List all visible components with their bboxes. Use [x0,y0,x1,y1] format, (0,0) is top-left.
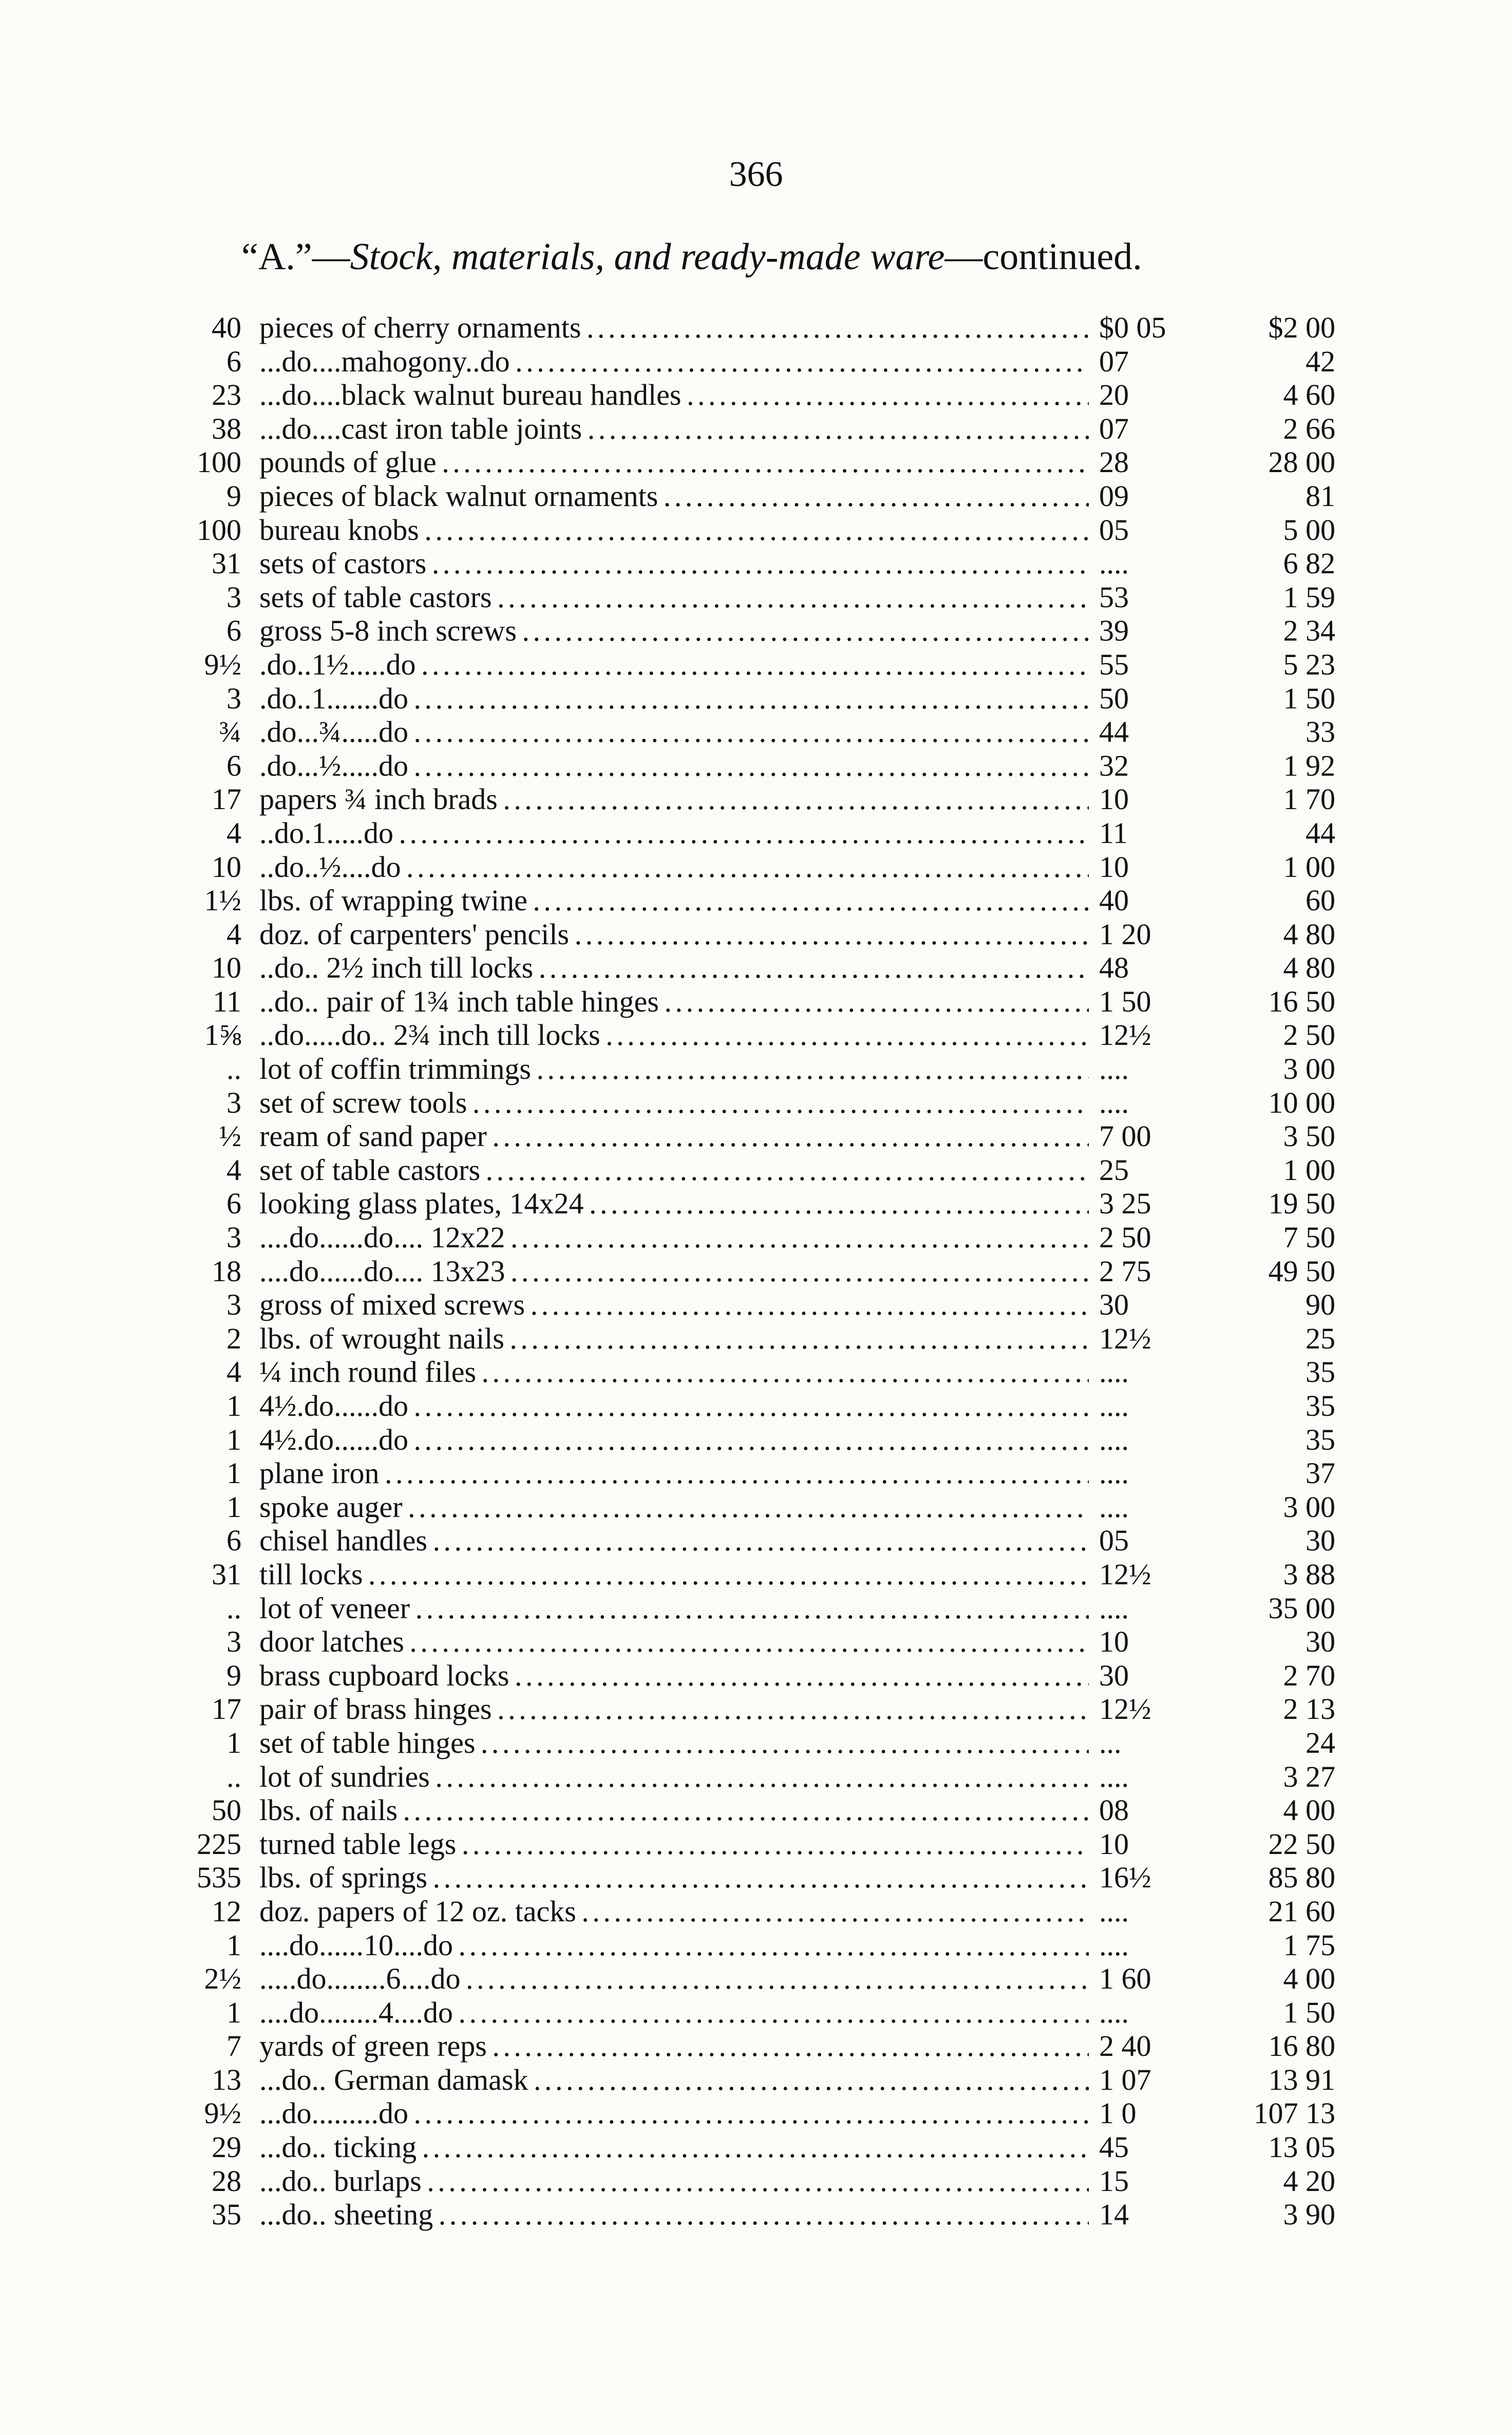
quantity-cell: 1 [226,1995,241,2029]
unit-price-cell: .... [1089,1928,1269,1962]
amount-cell: 3 90 [1283,2198,1335,2232]
quantity-cell: .. [226,1591,241,1625]
ledger-row [169,2096,1335,2130]
item-description: ....do......10....do . . . [259,1928,1240,1962]
unit-price-cell: .... [1089,1490,1269,1524]
amount-cell: 81 [1306,479,1335,513]
item-description: looking glass plates, 14x24 . . . [259,1187,1240,1221]
item-description: 4½.do......do . . . [259,1423,1240,1457]
quantity-cell: 29 [212,2130,241,2164]
ledger-row [169,1726,1335,1760]
amount-cell: 49 50 [1268,1254,1335,1288]
item-description: spoke auger . . . [259,1490,1240,1524]
item-description: ...do....black walnut bureau handles . . . [259,378,1240,412]
quantity-cell: 40 [212,311,241,344]
ledger-row [169,2130,1335,2164]
unit-price-cell: 05 [1089,513,1269,547]
item-description: ¼ inch round files . . . [259,1355,1240,1389]
unit-price-cell: 25 [1089,1153,1269,1187]
ledger-row [169,1086,1335,1120]
quantity-cell: 100 [197,513,241,547]
amount-cell: 37 [1306,1456,1335,1490]
amount-cell: 28 00 [1268,445,1335,479]
quantity-cell: 12 [212,1894,241,1928]
amount-cell: 60 [1306,884,1335,917]
quantity-cell: 1 [226,1928,241,1962]
item-description: lot of sundries . . . [259,1760,1240,1794]
ledger-row [169,1052,1335,1086]
quantity-cell: 4 [226,816,241,850]
ledger-row [169,1187,1335,1221]
item-description: ream of sand paper . . . [259,1119,1240,1153]
item-description: pair of brass hinges . . . [259,1692,1240,1726]
amount-cell: 35 [1306,1422,1335,1456]
unit-price-cell: .... [1089,1423,1269,1457]
item-description: chisel handles . . . [259,1524,1240,1558]
unit-price-cell: 40 [1089,884,1269,917]
ledger-row [169,1996,1335,2030]
quantity-cell: 28 [212,2164,241,2198]
item-description: lbs. of wrapping twine . . . [259,884,1240,917]
ledger-row [169,1322,1335,1356]
amount-cell: 1 00 [1283,1153,1335,1187]
amount-cell: 3 88 [1283,1557,1335,1591]
ledger-row [169,1355,1335,1389]
quantity-cell: 38 [212,411,241,445]
item-description: pieces of black walnut ornaments . . . [259,479,1240,513]
quantity-cell: 6 [226,1187,241,1221]
unit-price-cell: .... [1089,1355,1269,1389]
quantity-cell: 50 [212,1793,241,1827]
unit-price-cell: 20 [1089,378,1269,412]
heading-italic-title: Stock, materials, and ready-made ware [350,236,945,278]
unit-price-cell: .... [1089,1456,1269,1490]
amount-cell: 1 70 [1283,782,1335,816]
unit-price-cell: .... [1089,1591,1269,1625]
unit-price-cell: 30 [1089,1659,1269,1693]
unit-price-cell: 45 [1089,2130,1269,2164]
amount-cell: 6 82 [1283,547,1335,580]
ledger-row [169,1389,1335,1423]
amount-cell: 2 50 [1283,1018,1335,1052]
item-description: door latches . . . [259,1625,1240,1659]
unit-price-cell: 10 [1089,782,1269,816]
amount-cell: 5 00 [1283,513,1335,547]
ledger-row [169,1895,1335,1928]
unit-price-cell: 09 [1089,479,1269,513]
amount-cell: 16 80 [1268,2029,1335,2063]
ledger-row [169,445,1335,479]
quantity-cell: 4 [226,917,241,951]
amount-cell: 3 00 [1283,1052,1335,1086]
item-description: ...do....mahogony..do . . . [259,345,1240,379]
quantity-cell: 1 [226,1389,241,1422]
amount-cell: 42 [1306,344,1335,378]
quantity-cell: 10 [212,951,241,985]
quantity-cell: 9½ [204,647,241,681]
unit-price-cell: 07 [1089,412,1269,446]
quantity-cell: 1 [226,1456,241,1490]
amount-cell: 24 [1306,1726,1335,1759]
unit-price-cell: 7 00 [1089,1119,1269,1153]
unit-price-cell: .... [1089,1760,1269,1794]
unit-price-cell: .... [1089,1389,1269,1423]
quantity-cell: 1 [226,1422,241,1456]
unit-price-cell: ... [1089,1726,1269,1760]
ledger-row [169,1153,1335,1187]
quantity-cell: 18 [212,1254,241,1288]
item-description: ...do.. burlaps . . . [259,2164,1240,2198]
quantity-cell: 17 [212,782,241,816]
unit-price-cell: 16½ [1089,1861,1269,1895]
unit-price-cell: 10 [1089,1827,1269,1861]
ledger-row [169,1558,1335,1591]
quantity-cell: 225 [197,1827,241,1861]
unit-price-cell: 07 [1089,345,1269,379]
ledger-row [169,345,1335,379]
ledger-row [169,1524,1335,1558]
amount-cell: 3 27 [1283,1759,1335,1793]
item-description: ..do.....do.. 2¾ inch till locks . . . [259,1018,1240,1052]
item-description: ....do......do.... 13x23 . . . [259,1254,1240,1288]
unit-price-cell: 44 [1089,715,1269,749]
ledger-row [169,715,1335,749]
ledger-row [169,1288,1335,1322]
amount-cell: 90 [1306,1288,1335,1322]
unit-price-cell: 12½ [1089,1018,1269,1052]
item-description: sets of castors . . . [259,547,1240,580]
ledger-row [169,1793,1335,1827]
unit-price-cell: 1 07 [1089,2063,1269,2097]
unit-price-cell: 28 [1089,445,1269,479]
ledger-row [169,850,1335,884]
unit-price-cell: .... [1089,547,1269,580]
ledger-row [169,682,1335,716]
amount-cell: 4 80 [1283,951,1335,985]
item-description: set of table castors . . . [259,1153,1240,1187]
amount-cell: 4 60 [1283,378,1335,412]
item-description: bureau knobs . . . [259,513,1240,547]
item-description: .....do........6....do . . . [259,1962,1240,1996]
item-description: 4½.do......do . . . [259,1389,1240,1423]
quantity-cell: 1½ [204,884,241,917]
amount-cell: 4 00 [1283,1962,1335,1996]
unit-price-cell: .... [1089,1996,1269,2030]
item-description: sets of table castors . . . [259,580,1240,614]
item-description: lot of coffin trimmings . . . [259,1052,1240,1086]
item-description: ..do..½....do . . . [259,850,1240,884]
item-description: .do...½.....do . . . [259,749,1240,783]
ledger-row [169,782,1335,816]
amount-cell: 13 91 [1268,2063,1335,2096]
amount-cell: 16 50 [1268,984,1335,1018]
amount-cell: 1 92 [1283,748,1335,782]
page-number: 366 [729,155,783,194]
item-description: ....do......do.... 12x22 . . . [259,1221,1240,1254]
item-description: till locks . . . [259,1558,1240,1591]
ledger-row [169,749,1335,783]
ledger-row [169,1018,1335,1052]
ledger-row [169,884,1335,917]
item-description: yards of green reps . . . [259,2029,1240,2063]
ledger-row [169,1221,1335,1254]
item-description: lbs. of wrought nails . . . [259,1322,1240,1356]
quantity-cell: 9 [226,479,241,513]
amount-cell: 1 75 [1283,1928,1335,1962]
unit-price-cell: .... [1089,1086,1269,1120]
quantity-cell: 6 [226,748,241,782]
ledger-row [169,1456,1335,1490]
unit-price-cell: 14 [1089,2198,1269,2232]
ledger-row [169,816,1335,850]
quantity-cell: 3 [226,580,241,614]
item-description: brass cupboard locks . . . [259,1659,1240,1693]
amount-cell: 1 00 [1283,850,1335,884]
quantity-cell: 7 [226,2029,241,2063]
amount-cell: $2 00 [1268,311,1335,344]
amount-cell: 35 00 [1268,1591,1335,1625]
item-description: turned table legs . . . [259,1827,1240,1861]
quantity-cell: 2 [226,1321,241,1355]
item-description: gross 5-8 inch screws . . . [259,614,1240,648]
amount-cell: 107 13 [1253,2096,1335,2130]
amount-cell: 30 [1306,1625,1335,1659]
ledger-row [169,1928,1335,1962]
quantity-cell: 23 [212,378,241,412]
amount-cell: 1 50 [1283,1995,1335,2029]
ledger-row [169,1962,1335,1996]
amount-cell: 4 20 [1283,2164,1335,2198]
ledger-row [169,951,1335,985]
item-description: gross of mixed screws . . . [259,1288,1240,1322]
ledger-row [169,1490,1335,1524]
inventory-ledger [169,311,1335,2232]
ledger-row [169,1591,1335,1625]
amount-cell: 13 05 [1268,2130,1335,2164]
item-description: ...do.........do . . . [259,2096,1240,2130]
unit-price-cell: 2 75 [1089,1254,1269,1288]
amount-cell: 1 59 [1283,580,1335,614]
unit-price-cell: 2 40 [1089,2029,1269,2063]
item-description: doz. of carpenters' pencils . . . [259,917,1240,951]
quantity-cell: 10 [212,850,241,884]
amount-cell: 21 60 [1268,1894,1335,1928]
quantity-cell: 1 [226,1490,241,1524]
ledger-row [169,1119,1335,1153]
ledger-row [169,547,1335,580]
unit-price-cell: 12½ [1089,1558,1269,1591]
unit-price-cell: 10 [1089,1625,1269,1659]
unit-price-cell: 1 60 [1089,1962,1269,1996]
heading-suffix: —continued. [944,236,1142,278]
item-description: ...do.. sheeting . . . [259,2198,1240,2232]
quantity-cell: 13 [212,2063,241,2096]
ledger-row [169,580,1335,614]
item-description: .do..1½.....do . . . [259,648,1240,682]
ledger-row [169,1659,1335,1693]
item-description: plane iron . . . [259,1456,1240,1490]
amount-cell: 3 00 [1283,1490,1335,1524]
quantity-cell: ¾ [219,715,241,749]
amount-cell: 19 50 [1268,1187,1335,1221]
item-description: doz. papers of 12 oz. tacks . . . [259,1895,1240,1928]
amount-cell: 4 00 [1283,1793,1335,1827]
amount-cell: 4 80 [1283,917,1335,951]
amount-cell: 35 [1306,1389,1335,1422]
unit-price-cell: 08 [1089,1793,1269,1827]
unit-price-cell: 55 [1089,648,1269,682]
item-description: ...do.. ticking . . . [259,2130,1240,2164]
item-description: .do...¾.....do . . . [259,715,1240,749]
unit-price-cell: 32 [1089,749,1269,783]
ledger-row [169,1692,1335,1726]
amount-cell: 10 00 [1268,1085,1335,1119]
ledger-row [169,985,1335,1019]
ledger-row [169,1827,1335,1861]
item-description: lbs. of nails . . . [259,1793,1240,1827]
amount-cell: 2 66 [1283,411,1335,445]
item-description: ...do....cast iron table joints . . . [259,412,1240,446]
ledger-row [169,1423,1335,1457]
ledger-row [169,1254,1335,1288]
item-description: ..do.. pair of 1¾ inch table hinges . . . [259,985,1240,1019]
quantity-cell: 11 [213,984,241,1018]
unit-price-cell: 1 0 [1089,2096,1269,2130]
quantity-cell: 1⅝ [204,1018,241,1052]
item-description: ....do........4....do . . . [259,1996,1240,2030]
amount-cell: 25 [1306,1321,1335,1355]
quantity-cell: 31 [212,547,241,580]
unit-price-cell: 50 [1089,682,1269,716]
quantity-cell: 3 [226,1625,241,1659]
ledger-row [169,378,1335,412]
quantity-cell: 17 [212,1692,241,1726]
quantity-cell: 3 [226,1085,241,1119]
ledger-row [169,917,1335,951]
item-description: .do..1.......do . . . [259,682,1240,716]
unit-price-cell: 12½ [1089,1692,1269,1726]
amount-cell: 1 50 [1283,681,1335,715]
unit-price-cell: 53 [1089,580,1269,614]
unit-price-cell: 05 [1089,1524,1269,1558]
ledger-row [169,311,1335,345]
table-heading [241,235,1320,279]
unit-price-cell: 48 [1089,951,1269,985]
quantity-cell: 35 [212,2198,241,2232]
item-description: papers ¾ inch brads . . . [259,782,1240,816]
unit-price-cell: .... [1089,1052,1269,1086]
quantity-cell: 1 [226,1726,241,1759]
unit-price-cell: 15 [1089,2164,1269,2198]
amount-cell: 85 80 [1268,1861,1335,1895]
unit-price-cell: 12½ [1089,1322,1269,1356]
ledger-row [169,1625,1335,1659]
quantity-cell: 4 [226,1153,241,1187]
quantity-cell: .. [226,1759,241,1793]
ledger-row [169,2063,1335,2097]
amount-cell: 3 50 [1283,1119,1335,1153]
ledger-row [169,412,1335,446]
quantity-cell: 6 [226,344,241,378]
item-description: lot of veneer . . . [259,1591,1240,1625]
quantity-cell: 3 [226,681,241,715]
amount-cell: 2 70 [1283,1658,1335,1692]
unit-price-cell: 30 [1089,1288,1269,1322]
ledger-row [169,479,1335,513]
item-description: pieces of cherry ornaments . . . [259,311,1240,345]
item-description: ...do.. German damask . . . [259,2063,1240,2097]
amount-cell: 7 50 [1283,1221,1335,1254]
ledger-row [169,2164,1335,2198]
quantity-cell: 31 [212,1557,241,1591]
ledger-row [169,1861,1335,1895]
item-description: set of screw tools . . . [259,1086,1240,1120]
ledger-row [169,513,1335,547]
item-description: lbs. of springs . . . [259,1861,1240,1895]
amount-cell: 30 [1306,1524,1335,1558]
quantity-cell: ½ [219,1119,241,1153]
amount-cell: 5 23 [1283,647,1335,681]
amount-cell: 33 [1306,715,1335,749]
quantity-cell: 9½ [204,2096,241,2130]
ledger-row [169,614,1335,648]
ledger-row [169,2198,1335,2232]
unit-price-cell: 2 50 [1089,1221,1269,1254]
unit-price-cell: 1 20 [1089,917,1269,951]
amount-cell: 35 [1306,1355,1335,1389]
quantity-cell: 3 [226,1288,241,1322]
unit-price-cell: 10 [1089,850,1269,884]
quantity-cell: 4 [226,1355,241,1389]
item-description: ..do.1.....do . . . [259,816,1240,850]
quantity-cell: 3 [226,1221,241,1254]
unit-price-cell: 11 [1089,816,1269,850]
ledger-row [169,648,1335,682]
quantity-cell: .. [226,1052,241,1086]
item-description: set of table hinges . . . [259,1726,1240,1760]
quantity-cell: 2½ [204,1962,241,1996]
ledger-row [169,1760,1335,1794]
unit-price-cell: .... [1089,1895,1269,1928]
quantity-cell: 100 [197,445,241,479]
item-description: ..do.. 2½ inch till locks . . . [259,951,1240,985]
item-description: pounds of glue . . . [259,445,1240,479]
quantity-cell: 6 [226,614,241,648]
unit-price-cell: 39 [1089,614,1269,648]
heading-prefix: “A.”— [241,236,350,278]
ledger-row [169,2029,1335,2063]
unit-price-cell: 3 25 [1089,1187,1269,1221]
quantity-cell: 9 [226,1658,241,1692]
unit-price-cell: 1 50 [1089,985,1269,1019]
amount-cell: 2 34 [1283,614,1335,648]
unit-price-cell: $0 05 [1089,311,1269,345]
amount-cell: 2 13 [1283,1692,1335,1726]
amount-cell: 44 [1306,816,1335,850]
quantity-cell: 535 [197,1861,241,1895]
amount-cell: 22 50 [1268,1827,1335,1861]
quantity-cell: 6 [226,1524,241,1558]
